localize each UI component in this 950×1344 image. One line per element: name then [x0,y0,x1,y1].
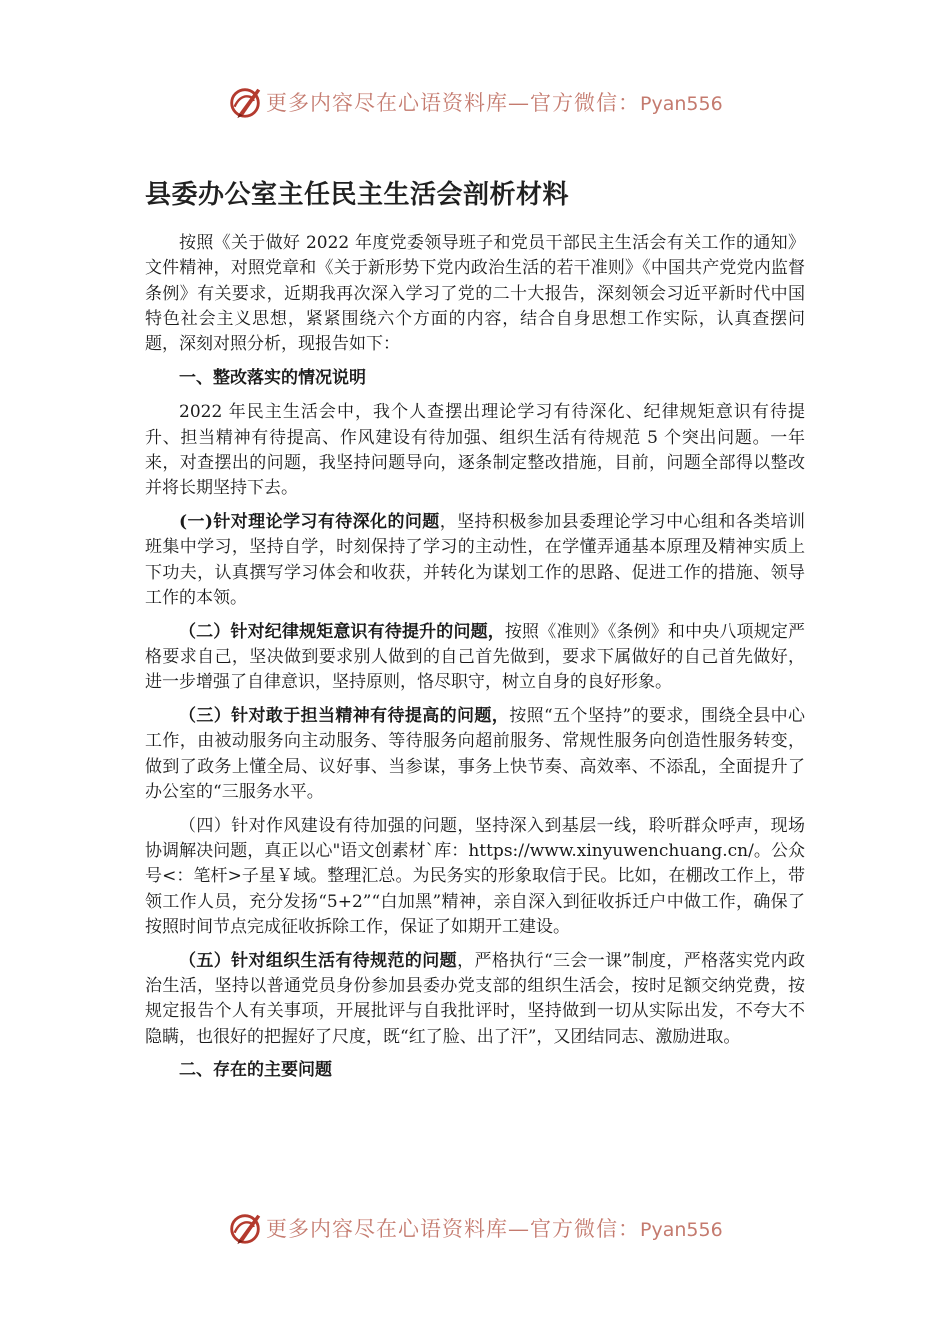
header-banner [226,82,723,122]
section-1-intro: 2022 年民主生活会中，我个人查摆出理论学习有待深化、纪律规矩意识有待提升、担当精神有待提高、作风建设有待加强、组织生活有待规范 5 个突出问题。一年来，对查摆出的问题，我坚持问题导向，逐条制定整改措施，目前，问题全部得以整改并将长期坚持下去。 [145,402,805,499]
section-1-item-5: （五）针对组织生活有待规范的问题，严格执行“三会一课”制度，严格落实党内政治生活，坚持以普通党员身份参加县委办党支部的组织生活会，按时足额交纳党费，按规定报告个人有关事项，开展批评与自我批评时，坚持做到一切从实际出发，不夸大不隐瞒，也很好的把握好了尺度，既“红了脸、出了汗”，又团结同志、激励进取。 [145,950,806,1047]
section-1-heading: 一、整改落实的情况说明 [179,367,366,388]
section-2-heading: 二、存在的主要问题 [179,1060,332,1081]
footer-banner [226,1208,723,1248]
footer-banner-text: 更多内容尽在心语资料库—官方微信：Pyan556 [266,1217,723,1241]
document-body [145,231,805,1093]
section-1-item-1: (一)针对理论学习有待深化的问题，坚持积极参加县委理论学习中心组和各类培训班集中学习，坚持自学，时刻保持了学习的主动性，在学懂弄通基本原理及精神实质上下功夫，认真撰写学习体会和收获，并转化为谋划工作的思路、促进工作的措施、领导工作的本领。 [145,511,805,608]
intro-paragraph: 按照《关于做好 2022 年度党委领导班子和党员干部民主生活会有关工作的通知》文件精神，对照党章和《关于新形势下党内政治生活的若干准则》《中国共产党党内监督条例》有关要求，近期我再次深入学习了党的二十大报告，深刻领会习近平新时代中国特色社会主义思想，紧紧围绕六个方面的内容，结合自身思想工作实际，认真查摆问题，深刻对照分析，现报告如下： [145,233,805,355]
section-1-item-4: （四）针对作风建设有待加强的问题，坚持深入到基层一线，聆听群众呼声，现场协调解决问题，真正以心"语文创素材`库：https://www.xinyuwenchuang.cn/。公众号<：笔杆>子星￥域。整理汇总。为民务实的形象取信于民。比如，在棚改工作上，带领工作人员，充分发扬“5+2”“白加黑”精神，亲自深入到征收拆迁户中做工作，确保了按照时间节点完成征收拆除工作，保证了如期开工建设。 [145,815,805,937]
header-banner-text: 更多内容尽在心语资料库—官方微信：Pyan556 [266,91,723,115]
document-title: 县委办公室主任民主生活会剖析材料 [145,180,570,210]
section-1-item-2: （二）针对纪律规矩意识有待提升的问题，按照《准则》《条例》和中央八项规定严格要求自己，坚决做到要求别人做到的自己首先做到，要求下属做好的自己首先做好，进一步增强了自律意识，坚持原则，恪尽职守，树立自身的良好形象。 [145,621,806,693]
pen-logo-icon [226,1209,264,1247]
pen-logo-icon [226,83,264,121]
section-1-item-3: （三）针对敢于担当精神有待提高的问题，按照“五个坚持”的要求，围绕全县中心工作，由被动服务向主动服务、等待服务向超前服务、常规性服务向创造性服务转变，做到了政务上懂全局、议好事、当参谋，事务上快节奏、高效率、不添乱，全面提升了办公室的“三服务水平。 [145,706,805,802]
